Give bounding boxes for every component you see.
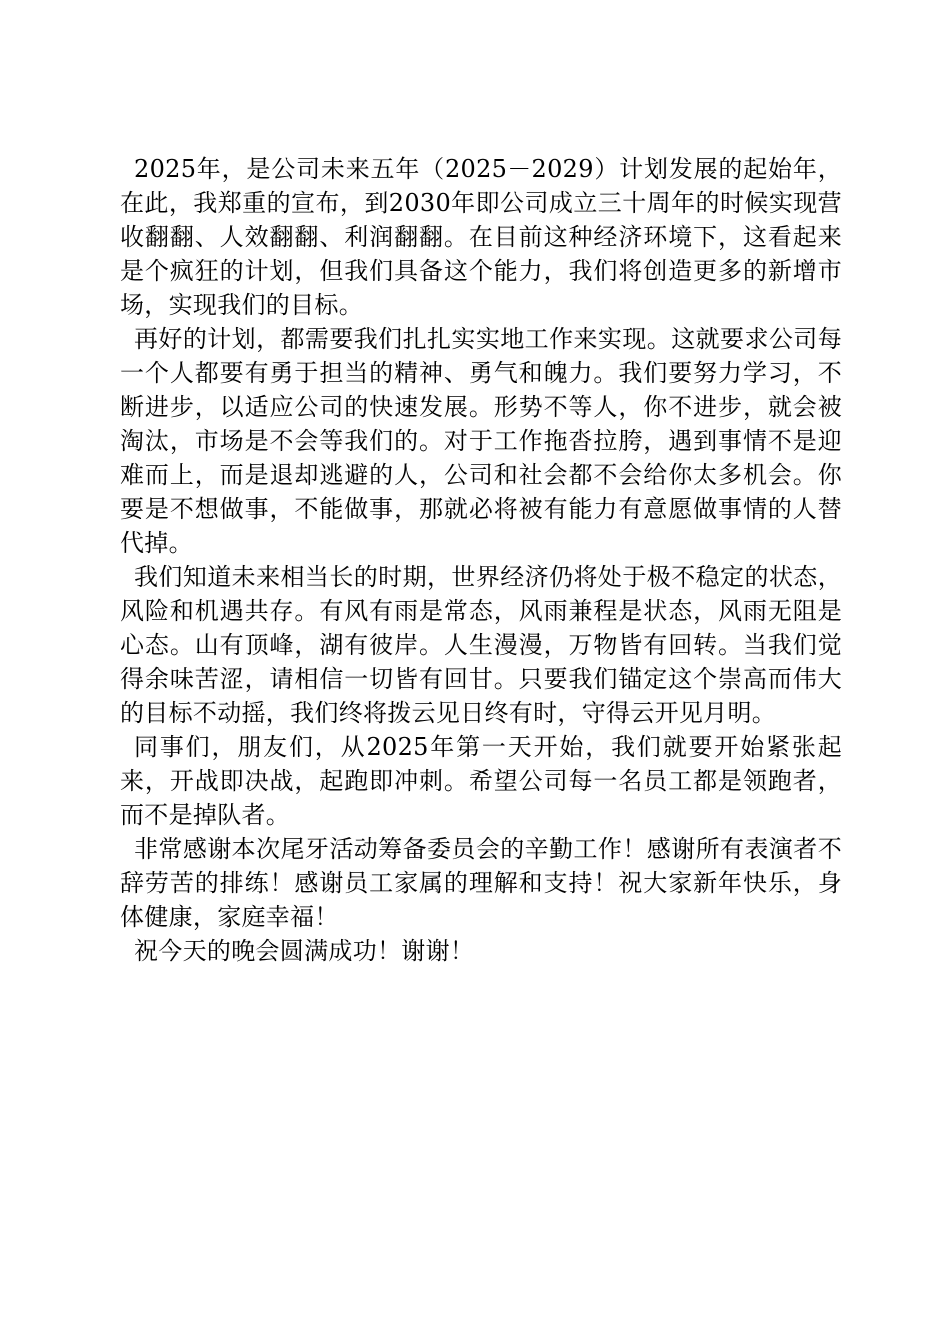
paragraph-closing: 祝今天的晚会圆满成功！谢谢！ [134, 937, 475, 965]
paragraph-work-requirements: 再好的计划，都需要我们扎扎实实地工作来实现。这就要求公司每一个人都要有勇于担当的精神、勇气和魄力。我们要努力学习，不断进步，以适应公司的快速发展。形势不等人，你不进步，就会被淘汰，市场是不会等我们的。对于工作拖沓拉胯，遇到事情不是迎难而上，而是退却逃避的人，公司和社会都不会给你太多机会。你要是不想做事，不能做事，那就必将被有能力有意愿做事情的人替代掉。 [120, 325, 842, 557]
paragraph-thanks: 非常感谢本次尾牙活动筹备委员会的辛勤工作！感谢所有表演者不辞劳苦的排练！感谢员工家属的理解和支持！祝大家新年快乐，身体健康，家庭幸福！ [120, 835, 842, 931]
document-body [120, 152, 842, 968]
paragraph-future-outlook: 我们知道未来相当长的时期，世界经济仍将处于极不稳定的状态，风险和机遇共存。有风有雨是常态，风雨兼程是状态，风雨无阻是心态。山有顶峰，湖有彼岸。人生漫漫，万物皆有回转。当我们觉得余味苦涩，请相信一切皆有回甘。只要我们锚定这个崇高而伟大的目标不动摇，我们终将拨云见日终有时，守得云开见月明。 [120, 563, 842, 727]
paragraph-call-to-action: 同事们，朋友们，从2025年第一天开始，我们就要开始紧张起来，开战即决战，起跑即冲刺。希望公司每一名员工都是领跑者，而不是掉队者。 [120, 733, 842, 829]
paragraph-plan-announcement: 2025年，是公司未来五年（2025－2029）计划发展的起始年，在此，我郑重的宣布，到2030年即公司成立三十周年的时候实现营收翻翻、人效翻翻、利润翻翻。在目前这种经济环境下，这看起来是个疯狂的计划，但我们具备这个能力，我们将创造更多的新增市场，实现我们的目标。 [120, 155, 842, 319]
